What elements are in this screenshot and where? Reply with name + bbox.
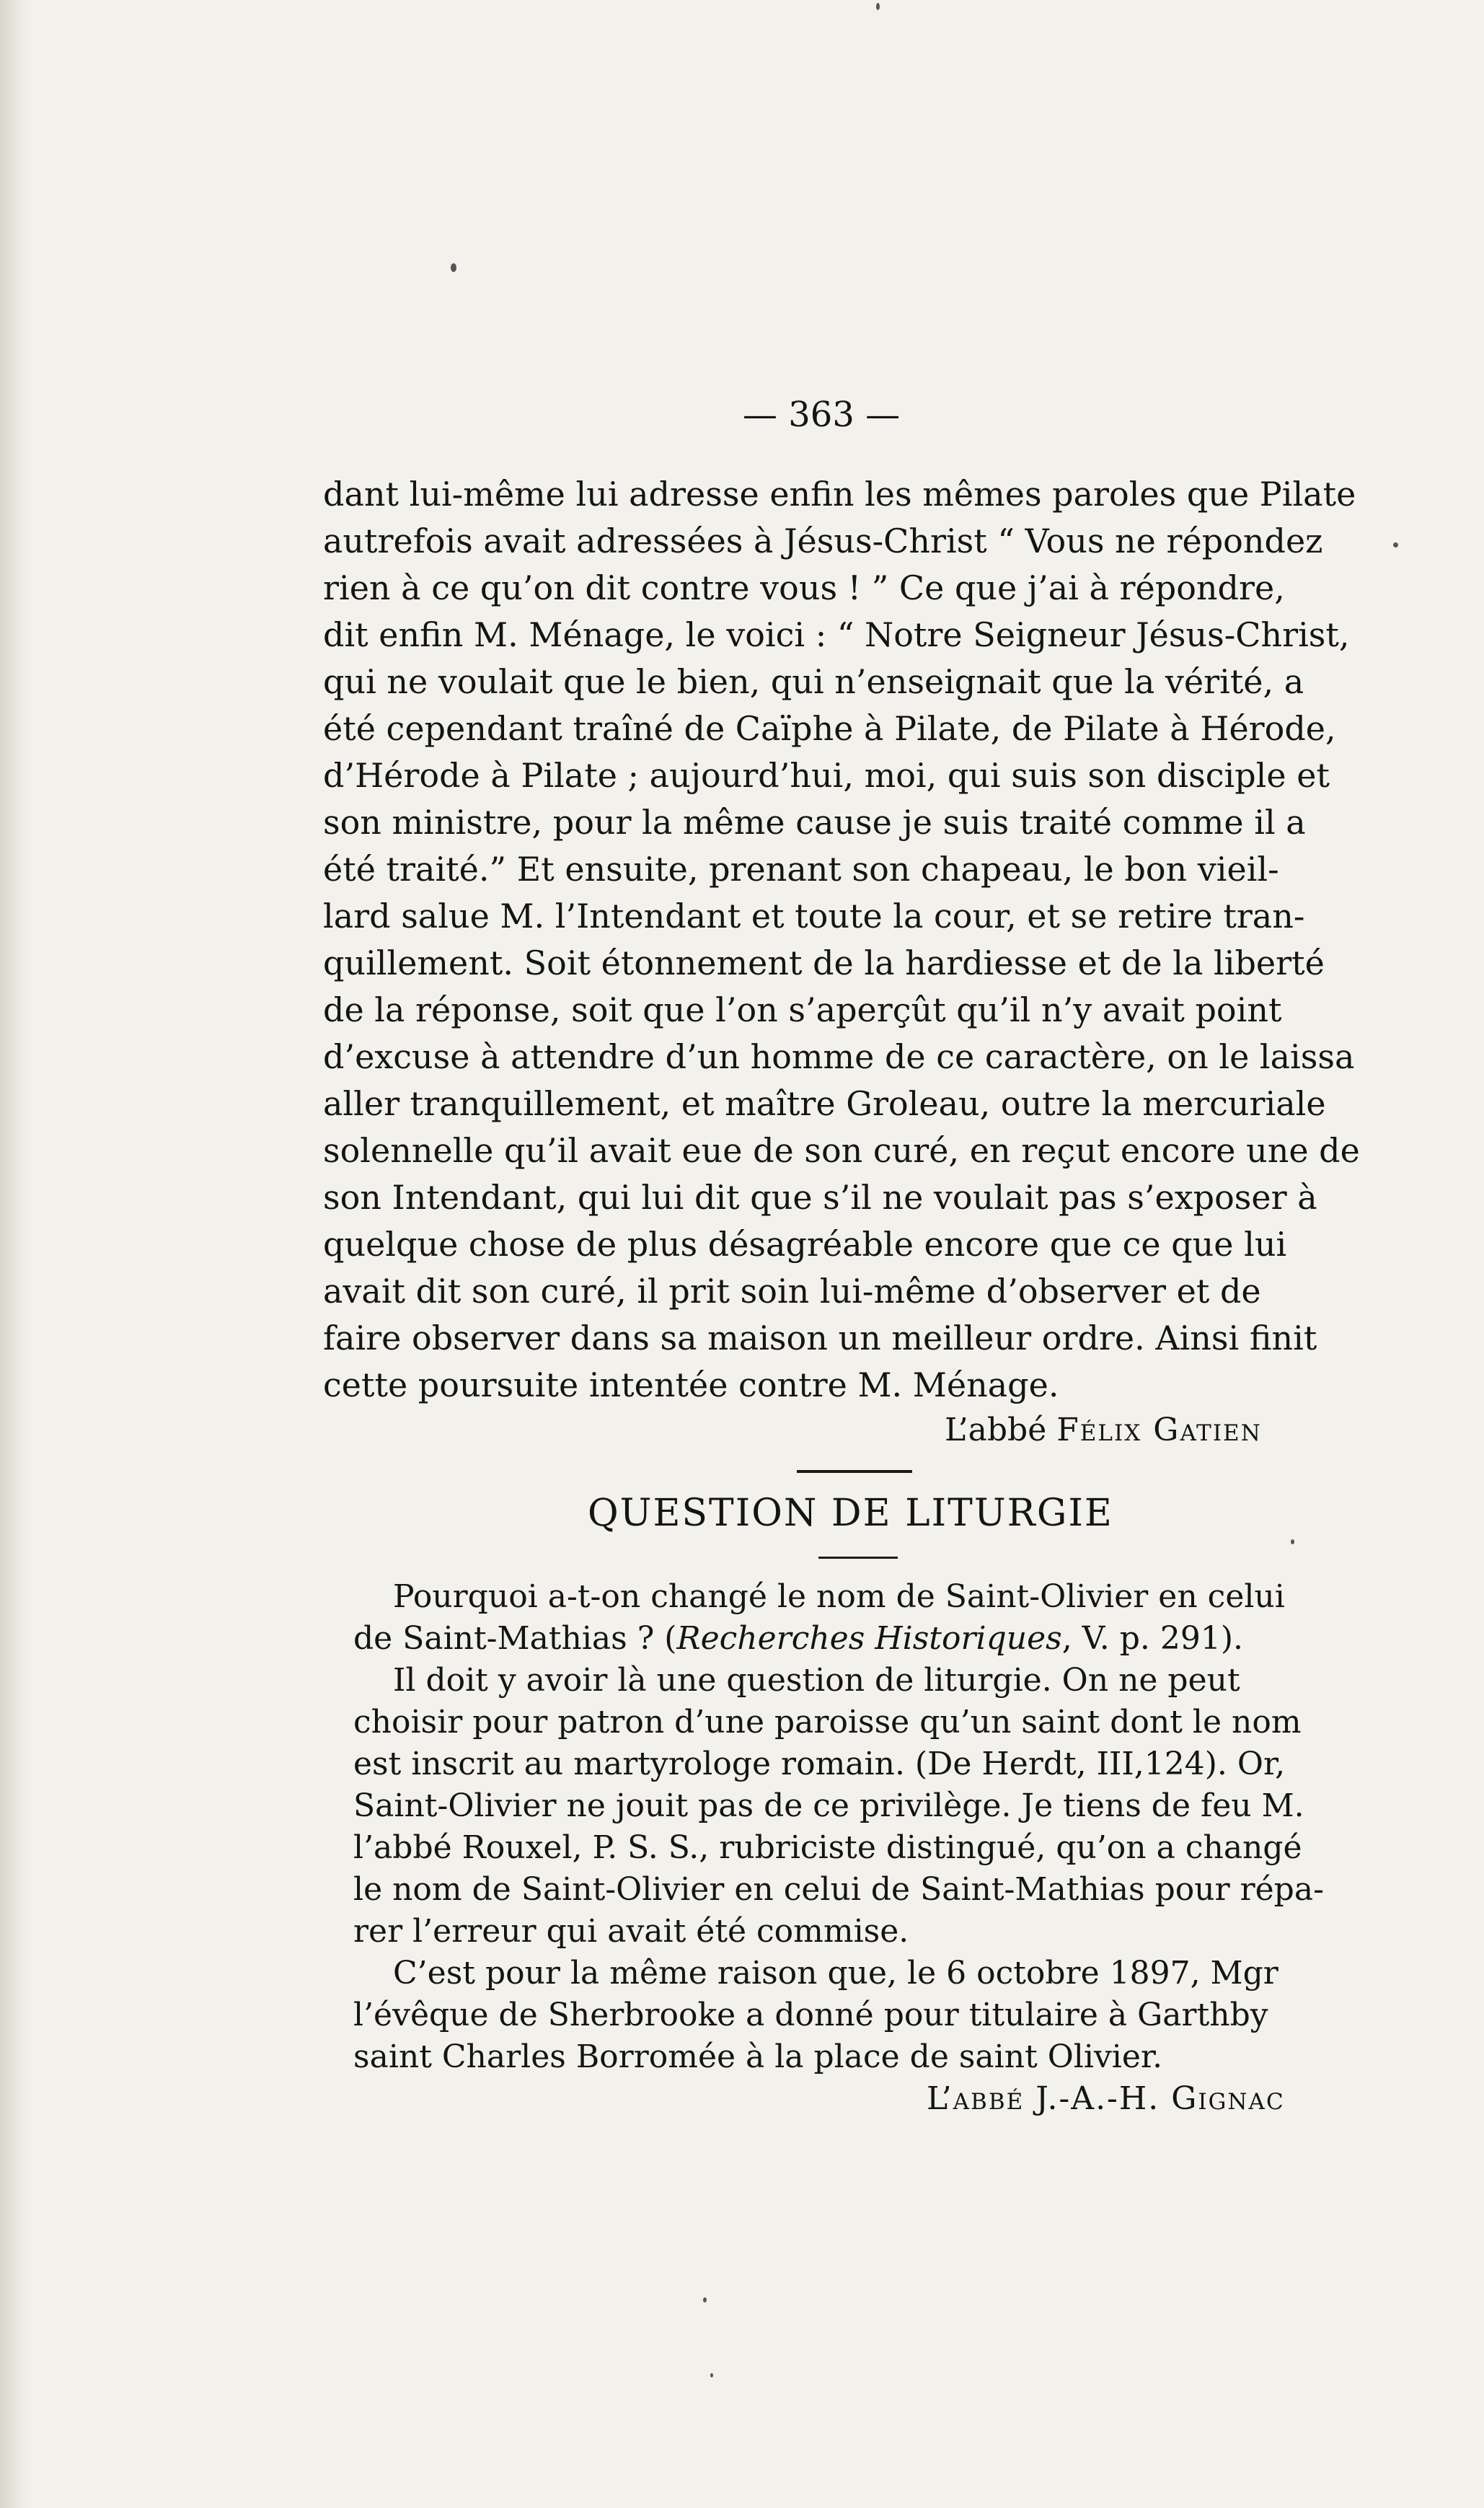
scan-speck [703, 2297, 707, 2302]
text-fragment: de Saint-Mathias ? [353, 1620, 655, 1657]
text-line: rer l’erreur qui avait été commise. [353, 1913, 909, 1950]
text-line: quelque chose de plus désagréable encore que ce que lui [323, 1225, 1287, 1264]
signature-gatien [945, 1410, 1262, 1451]
signature-name: Félix Gatien [1056, 1412, 1262, 1448]
text-line: avait dit son curé, il prit soin lui-même d’observer et de [323, 1272, 1261, 1311]
text-line: été traité.” Et ensuite, prenant son chapeau, le bon vieil- [323, 850, 1279, 889]
section-divider [797, 1470, 912, 1473]
text-line: est inscrit au martyrologe romain. (De Herdt, III,124). Or, [353, 1746, 1286, 1782]
text-line: cette poursuite intentée contre M. Ménage. [323, 1365, 1059, 1404]
scan-speck [1393, 542, 1398, 547]
text-line: l’abbé Rouxel, P. S. S., rubriciste distingué, qu’on a changé [353, 1829, 1302, 1866]
citation-work-title: Recherches Historiques [676, 1620, 1062, 1657]
section-title: QUESTION DE LITURGIE [588, 1492, 1113, 1535]
text-line: l’évêque de Sherbrooke a donné pour titulaire à Garthby [353, 1997, 1268, 2033]
citation-open: ( [664, 1620, 677, 1657]
text-line: de la réponse, soit que l’on s’aperçût qu’il n’y avait point [323, 990, 1282, 1029]
text-line: d’Hérode à Pilate ; aujourd’hui, moi, qui suis son disciple et [323, 756, 1330, 795]
text-line: choisir pour patron d’une paroisse qu’un saint dont le nom [353, 1704, 1302, 1741]
text-line: rien à ce qu’on dit contre vous ! ” Ce que j’ai à répondre, [323, 568, 1285, 607]
text-line: faire observer dans sa maison un meilleur ordre. Ainsi finit [323, 1319, 1317, 1358]
text-line: qui ne voulait que le bien, qui n’enseignait que la vérité, a [323, 662, 1304, 701]
text-line: le nom de Saint-Olivier en celui de Saint-Mathias pour répa- [353, 1871, 1324, 1908]
text-line: Pourquoi a-t-on changé le nom de Saint-Olivier en celui [393, 1578, 1285, 1615]
text-line-with-citation [353, 1619, 1243, 1659]
text-line: autrefois avait adressées à Jésus-Christ “ Vous ne répondez [323, 522, 1323, 560]
scan-speck [451, 263, 456, 272]
text-line: C’est pour la même raison que, le 6 octobre 1897, Mgr [393, 1955, 1278, 1992]
signature-prefix: L’abbé [945, 1412, 1057, 1448]
scan-speck [1291, 1539, 1294, 1544]
text-line: dit enfin M. Ménage, le voici : “ Notre Seigneur Jésus-Christ, [323, 615, 1350, 654]
text-line: son ministre, pour la même cause je suis traité comme il a [323, 803, 1306, 842]
text-line: lard salue M. l’Intendant et toute la cour, et se retire tran- [323, 897, 1305, 936]
signature-gignac: L’abbé J.-A.-H. Gignac [927, 2080, 1285, 2117]
text-line: d’excuse à attendre d’un homme de ce caractère, on le laissa [323, 1037, 1355, 1076]
text-line: Il doit y avoir là une question de liturgie. On ne peut [393, 1662, 1240, 1699]
scan-speck [876, 3, 880, 10]
citation-reference: , V. p. 291). [1061, 1620, 1244, 1657]
text-line: été cependant traîné de Caïphe à Pilate, de Pilate à Hérode, [323, 709, 1336, 748]
text-line: Saint-Olivier ne jouit pas de ce privilège. Je tiens de feu M. [353, 1787, 1304, 1824]
text-line: son Intendant, qui lui dit que s’il ne voulait pas s’exposer à [323, 1178, 1317, 1217]
text-line: saint Charles Borromée à la place de saint Olivier. [353, 2038, 1163, 2075]
title-underline [818, 1557, 898, 1559]
text-line: aller tranquillement, et maître Groleau, outre la mercuriale [323, 1084, 1326, 1123]
text-line: quillement. Soit étonnement de la hardiesse et de la liberté [323, 943, 1325, 982]
text-line: dant lui-même lui adresse enfin les mêmes paroles que Pilate [323, 475, 1356, 514]
binding-edge [0, 0, 30, 2508]
scan-speck [710, 2373, 713, 2377]
text-line: solennelle qu’il avait eue de son curé, en reçut encore une de [323, 1131, 1360, 1170]
page-number: — 363 — [743, 395, 901, 435]
